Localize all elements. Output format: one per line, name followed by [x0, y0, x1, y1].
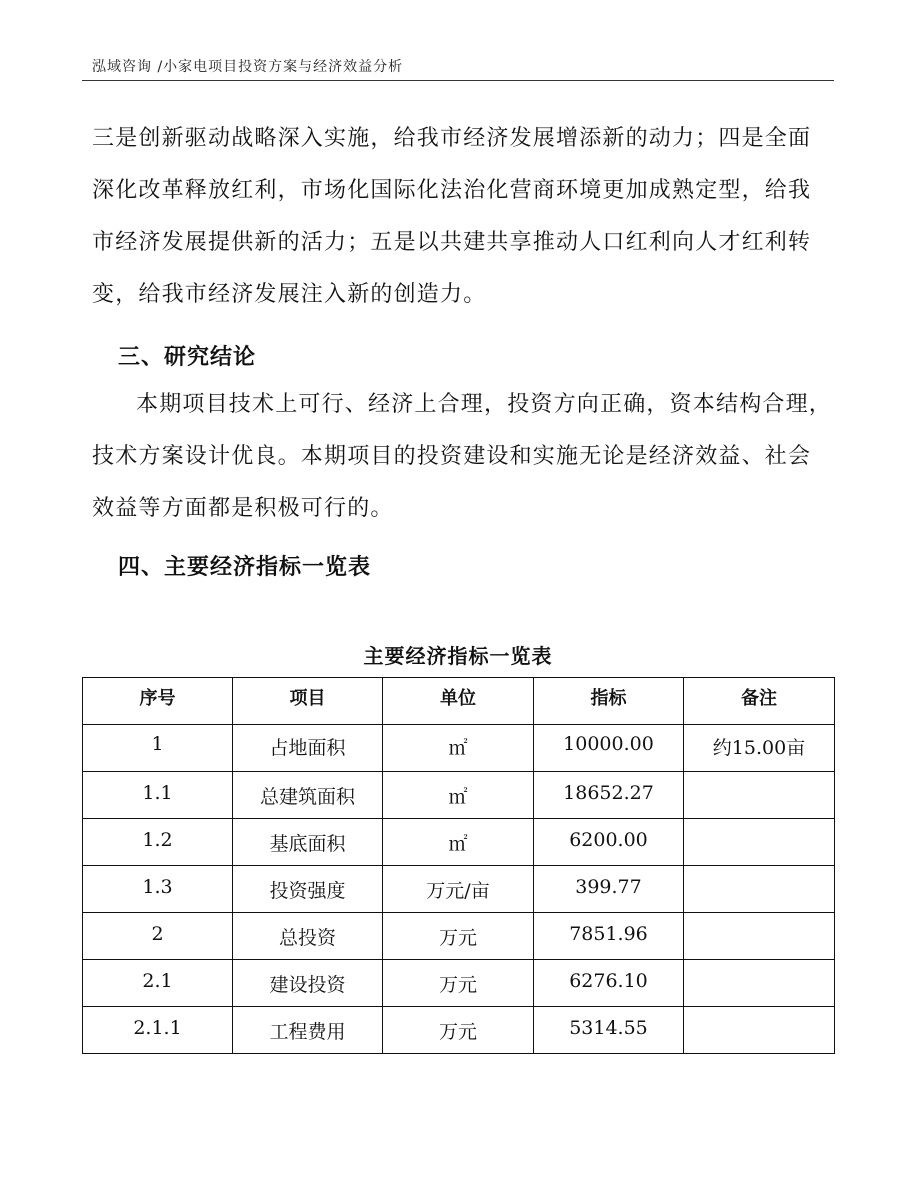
section-heading-economic-indicators: 四、主要经济指标一览表 — [118, 555, 372, 580]
cell-index: 2.1 — [83, 960, 233, 1007]
header-cell-item: 项目 — [233, 678, 383, 725]
header-divider — [82, 80, 834, 81]
table-row — [83, 913, 835, 960]
cell-index: 1.3 — [83, 866, 233, 913]
cell-item: 占地面积 — [233, 725, 383, 772]
cell-unit: 万元 — [383, 913, 534, 960]
economic-indicators-table — [82, 677, 835, 1054]
header-cell-value: 指标 — [534, 678, 684, 725]
cell-value: 6200.00 — [534, 819, 684, 866]
cell-value: 5314.55 — [534, 1007, 684, 1054]
table-title: 主要经济指标一览表 — [363, 644, 553, 668]
table-row — [83, 725, 835, 772]
cell-remark — [684, 866, 835, 913]
section-heading-research-conclusion: 三、研究结论 — [118, 345, 257, 370]
cell-value: 6276.10 — [534, 960, 684, 1007]
cell-item: 基底面积 — [233, 819, 383, 866]
cell-remark — [684, 772, 835, 819]
page-header: 泓域咨询 /小家电项目投资方案与经济效益分析 — [92, 59, 404, 75]
header-cell-remark: 备注 — [684, 678, 835, 725]
cell-item: 总建筑面积 — [233, 772, 383, 819]
table-row — [83, 819, 835, 866]
cell-unit: ㎡ — [383, 725, 534, 772]
paragraph-development-drivers: 三是创新驱动战略深入实施，给我市经济发展增添新的动力；四是全面深化改革释放红利，市场化国际化法治化营商环境更加成熟定型，给我市经济发展提供新的活力；五是以共建共享推动人口红利向人才红利转变，给我市经济发展注入新的创造力。 — [92, 126, 812, 307]
cell-item: 投资强度 — [233, 866, 383, 913]
cell-remark — [684, 819, 835, 866]
cell-remark — [684, 960, 835, 1007]
cell-index: 2.1.1 — [83, 1007, 233, 1054]
cell-index: 1.1 — [83, 772, 233, 819]
cell-value: 399.77 — [534, 866, 684, 913]
cell-item: 总投资 — [233, 913, 383, 960]
cell-index: 1 — [83, 725, 233, 772]
header-cell-unit: 单位 — [383, 678, 534, 725]
cell-unit: 万元 — [383, 1007, 534, 1054]
table-header-row — [83, 678, 835, 725]
cell-unit: 万元 — [383, 960, 534, 1007]
cell-value: 18652.27 — [534, 772, 684, 819]
table-row — [83, 960, 835, 1007]
cell-remark: 约15.00亩 — [684, 725, 835, 772]
table-row — [83, 772, 835, 819]
cell-index: 1.2 — [83, 819, 233, 866]
cell-remark — [684, 1007, 835, 1054]
table-row — [83, 866, 835, 913]
cell-index: 2 — [83, 913, 233, 960]
cell-unit: ㎡ — [383, 772, 534, 819]
header-cell-index: 序号 — [83, 678, 233, 725]
cell-value: 7851.96 — [534, 913, 684, 960]
cell-item: 工程费用 — [233, 1007, 383, 1054]
cell-value: 10000.00 — [534, 725, 684, 772]
table-row — [83, 1007, 835, 1054]
cell-item: 建设投资 — [233, 960, 383, 1007]
cell-unit: 万元/亩 — [383, 866, 534, 913]
paragraph-research-conclusion: 本期项目技术上可行、经济上合理，投资方向正确，资本结构合理，技术方案设计优良。本期项目的投资建设和实施无论是经济效益、社会效益等方面都是积极可行的。 — [92, 392, 833, 521]
cell-remark — [684, 913, 835, 960]
cell-unit: ㎡ — [383, 819, 534, 866]
